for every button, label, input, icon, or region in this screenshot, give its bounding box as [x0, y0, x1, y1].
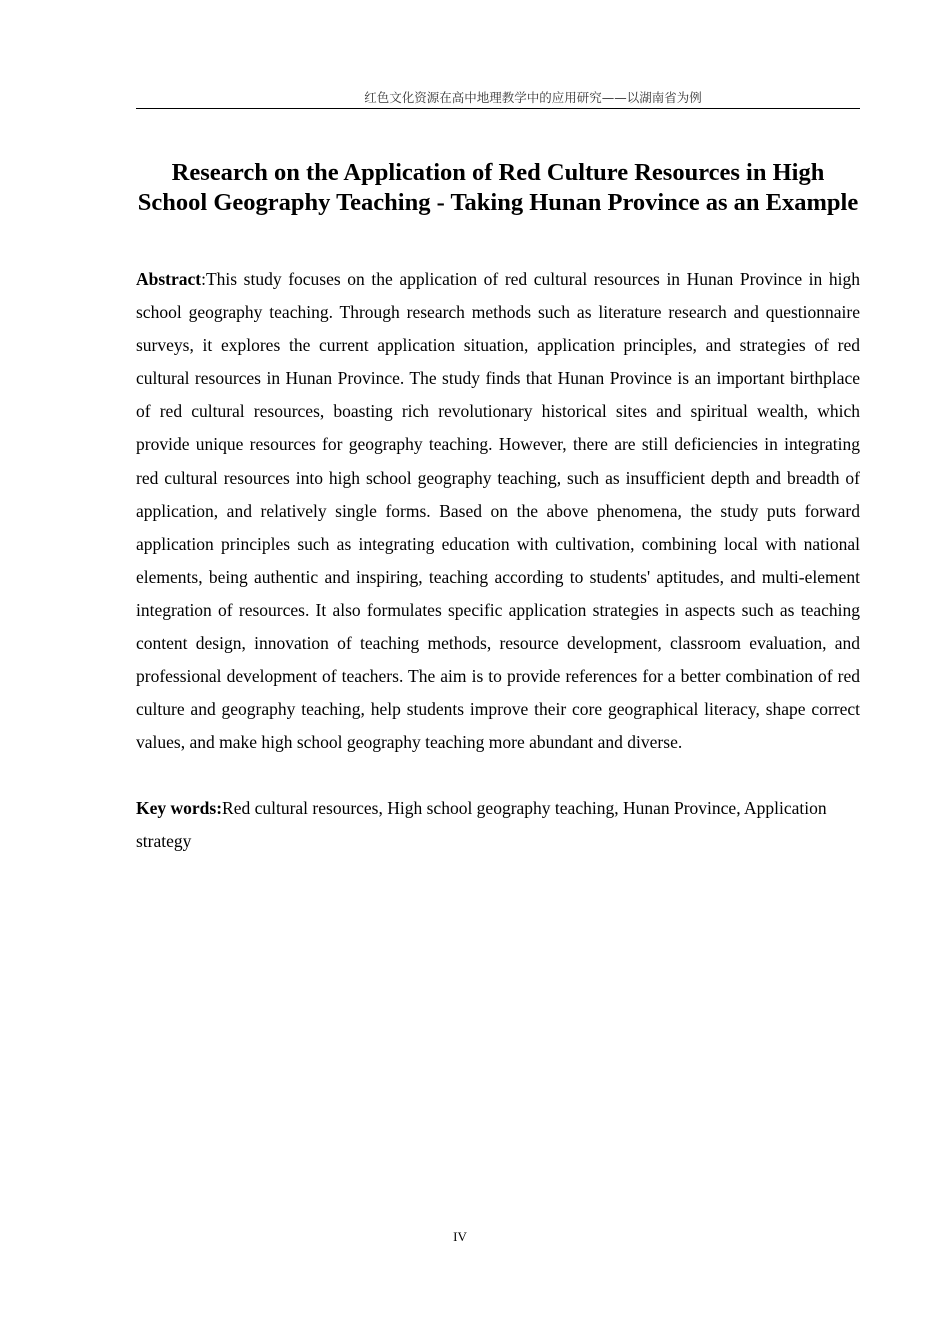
- keywords-text: Red cultural resources, High school geography teaching, Hunan Province, Application strategy: [136, 798, 827, 852]
- paper-title: Research on the Application of Red Culture Resources in High School Geography Teaching - Taking Hunan Province as an Example: [137, 159, 859, 216]
- keywords-label: Key words:: [136, 798, 223, 818]
- running-header-title: 红色文化资源在高中地理教学中的应用研究——以湖南省为例: [364, 90, 702, 105]
- page-number: IV: [453, 1229, 467, 1244]
- abstract-paragraph: [136, 263, 860, 759]
- abstract-label: Abstract: [136, 269, 202, 289]
- abstract-text: :This study focuses on the application of red cultural resources in Hunan Province in high school geography teaching. Through research methods such as literature research and questionnaire surveys, it explores the current application situation, application principles, and strategies of red cultural resources in Hunan Province. The study finds that Hunan Province is an important birthplace of red cultural resources, boasting rich revolutionary historical sites and spiritual wealth, which provide unique resources for geography teaching. However, there are still deficiencies in integrating red cultural resources into high school geography teaching, such as insufficient depth and breadth of application, and relatively single forms. Based on the above phenomena, the study puts forward application principles such as integrating education with cultivation, combining local with national elements, being authentic and inspiring, teaching according to students' aptitudes, and multi-element integration of resources. It also formulates specific application strategies in aspects such as teaching content design, innovation of teaching methods, resource development, classroom evaluation, and professional development of teachers. The aim is to provide references for a better combination of red culture and geography teaching, help students improve their core geographical literacy, shape correct values, and make high school geography teaching more abundant and diverse.: [136, 269, 860, 753]
- keywords-paragraph: [136, 792, 860, 858]
- running-header: [136, 89, 860, 109]
